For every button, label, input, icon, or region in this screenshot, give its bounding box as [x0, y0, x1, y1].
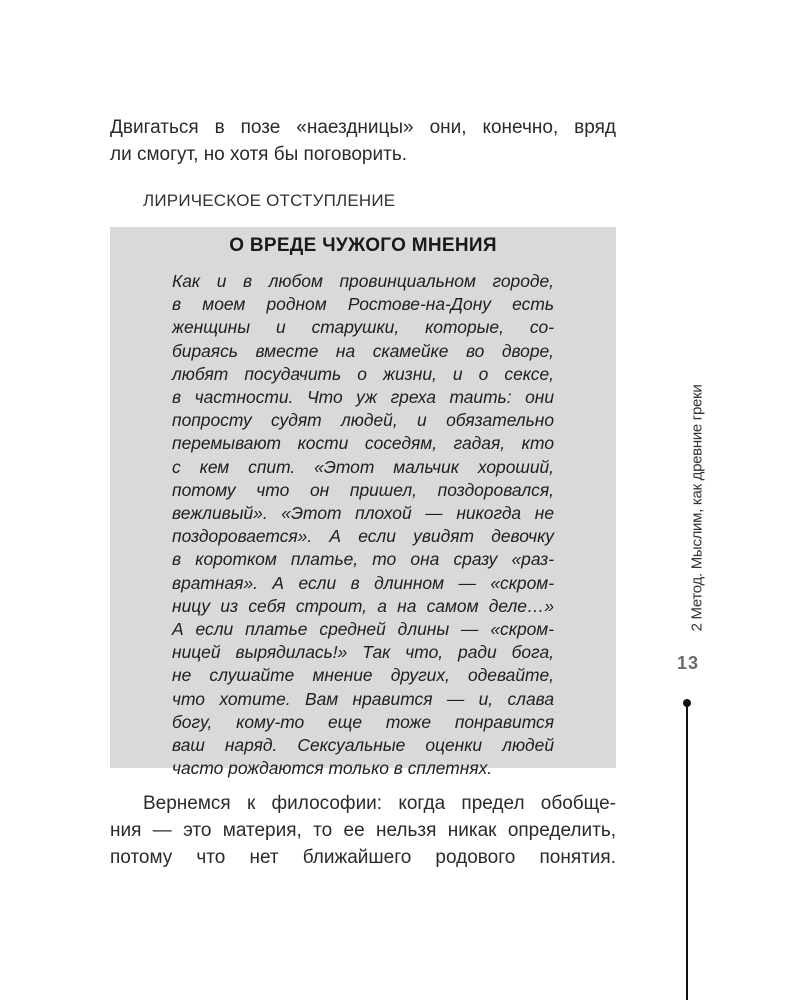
- sidebar-line: потому что он пришел, поздоровался,: [172, 479, 554, 500]
- outro-line: ния — это материя, то ее нельзя никак определить,: [110, 820, 616, 841]
- intro-line: ли смогут, но хотя бы поговорить.: [110, 144, 407, 165]
- sidebar-line: попросту судят людей, и обязательно: [172, 410, 554, 431]
- sidebar-line: с кем спит. «Этот мальчик хороший,: [172, 456, 554, 477]
- sidebar-line: в коротком платье, то она сразу «раз-: [172, 549, 554, 570]
- sidebar-line: вратная». А если в длинном — «скром-: [172, 572, 554, 593]
- outro-line: потому что нет ближайшего родового понятия.: [110, 847, 616, 868]
- sidebar-line: перемывают кости соседям, гадая, кто: [172, 433, 554, 454]
- margin-rule: [686, 705, 688, 1000]
- sidebar-line: в моем родном Ростове-на-Дону есть: [172, 294, 554, 315]
- sidebar-line: ницей вырядилась!» Так что, ради бога,: [172, 642, 554, 663]
- sidebar-line: Как и в любом провинциальном городе,: [172, 271, 554, 291]
- sidebar-line: женщины и старушки, которые, со-: [172, 317, 554, 338]
- sidebar-line: часто рождаются только в сплетнях.: [172, 758, 493, 779]
- running-head: [686, 380, 708, 635]
- sidebar-line: поздоровается». А если увидят девочку: [172, 526, 554, 547]
- sidebar-line: не слушайте мнение других, одевайте,: [172, 665, 554, 686]
- page-number: 13: [676, 653, 700, 673]
- sidebar-line: вежливый». «Этот плохой — никогда не: [172, 503, 554, 524]
- intro-line: Двигаться в позе «наездницы» они, конечно, вряд: [110, 117, 616, 138]
- outro-paragraph: [110, 790, 616, 871]
- sidebar-text: [172, 270, 554, 780]
- sidebar-box: [110, 227, 616, 779]
- sidebar-line: ницу из себя строит, а на самом деле…»: [172, 595, 554, 616]
- sidebar-line: А если платье средней длины — «скром-: [172, 619, 554, 640]
- running-head-text: 2 Метод. Мыслим, как древние греки: [688, 384, 706, 631]
- sidebar-title: О ВРЕДЕ ЧУЖОГО МНЕНИЯ: [229, 235, 497, 256]
- intro-paragraph: [110, 114, 616, 168]
- outro-line: Вернемся к философии: когда предел обобще-: [143, 793, 616, 814]
- sidebar-line: любят посудачить о жизни, и о сексе,: [172, 363, 554, 384]
- section-heading: ЛИРИЧЕСКОЕ ОТСТУПЛЕНИЕ: [143, 191, 396, 210]
- sidebar-line: ваш наряд. Сексуальные оценки людей: [172, 735, 554, 756]
- sidebar-line: богу, кому-то еще тоже понравится: [172, 711, 554, 732]
- sidebar-line: что хотите. Вам нравится — и, слава: [172, 688, 554, 709]
- sidebar-line: в частности. Что уж греха таить: они: [172, 387, 554, 408]
- sidebar-line: бираясь вместе на скамейке во дворе,: [172, 340, 554, 361]
